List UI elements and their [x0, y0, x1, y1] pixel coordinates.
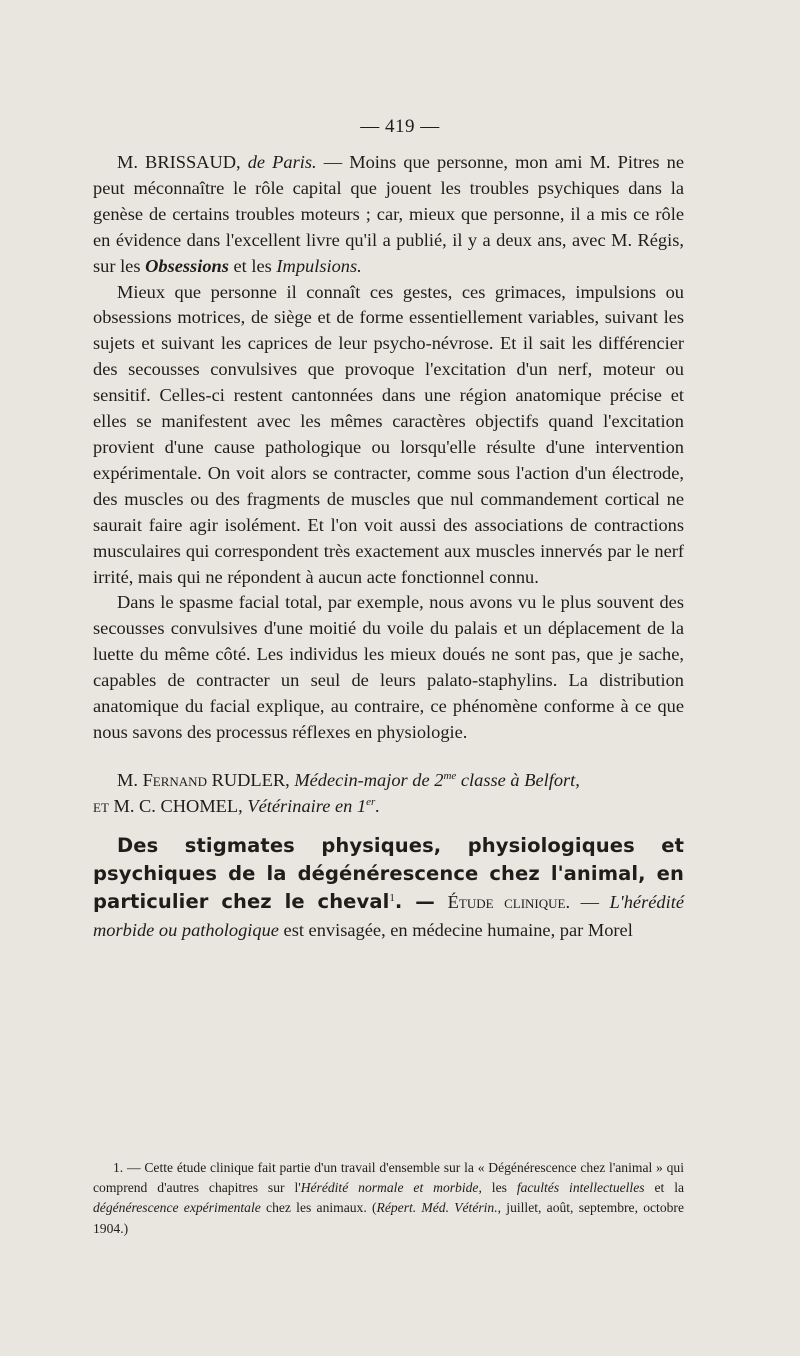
book-title-impulsions: Impulsions.	[276, 255, 362, 276]
footnote-text	[93, 1158, 684, 1239]
role-sup: er	[366, 795, 376, 808]
footnote-part: 1. — Cette étude clinique fait partie d'un travail d'ensemble sur la « Dégénérescence chez l'animal » qui comprend d'autres chapitres sur l'	[93, 1160, 684, 1196]
role-text: .	[375, 795, 380, 816]
speaker-name: M. BRISSAUD,	[117, 152, 241, 172]
author-role-chomel	[247, 796, 380, 816]
footnote-part: , les	[478, 1180, 517, 1196]
role-text: classe à Belfort,	[456, 769, 580, 790]
role-text: Vétérinaire en 1	[247, 795, 367, 816]
section-label: Étude clinique	[447, 891, 566, 912]
footnote-italic: dégénérescence expérimentale	[93, 1200, 261, 1216]
paragraph-facial-spasm: Dans le spasme facial total, par exemple, nous avons vu le plus souvent des secousses convulsives d'une moitié du voile du palais et un déplacement de la luette du même côté. Les individus les mieux doués ne sont pas, que je sache, capables de contracter un seul de leurs palato-staphylins. La distribution anatomique du facial explique, au contraire, ce phénomène conforme à ce que nous savons des processus réflexes en physiologie.	[93, 592, 684, 742]
authors-line	[93, 768, 684, 820]
article-paragraph	[93, 832, 684, 944]
speaker-origin: de Paris.	[247, 152, 317, 172]
footnote-marker[interactable]: 1	[389, 891, 395, 904]
paragraph-text: — Moins que personne, mon ami M. Pitres ne peut méconnaître le rôle capital que jouent les troubles psychiques dans la genèse de certains troubles moteurs ; car, mieux que personne, il a mis ce rôle en évidence dans l'excellent livre qu'il a publié, il y a deux ans, avec M. Régis, sur les	[93, 152, 684, 276]
footnote-italic: Hérédité normale et morbide	[300, 1180, 479, 1196]
page-number: — 419 —	[360, 116, 440, 137]
paragraph-gestures: Mieux que personne il connaît ces gestes, ces grimaces, impulsions ou obsessions motrices, de siège et de forme essentiellement variables, suivant les sujets et suivant les caprices de leur psycho-névrose. Et il sait les différencier des secousses convulsives que provoque l'excitation d'un nerf, moteur ou sensitif. Celles-ci restent cantonnées dans une région anatomique précise et elles se manifestent avec les mêmes caractères objectifs quand l'excitation provient d'une cause pathologique ou lorsqu'elle résulte d'une intervention expérimentale. On voit alors se contracter, comme sous l'action d'un électrode, des muscles ou des fragments de muscles que nul commandement cortical ne saurait faire agir isolément. Et l'on voit aussi des associations de contractions musculaires qui correspondent très exactement aux muscles innervés par le nerf irrité, mais qui ne répondent à aucun acte fonctionnel connu.	[93, 281, 684, 587]
footnote-part: , juillet, août, septembre, octobre 1904.)	[93, 1200, 684, 1236]
conjunction-et: et	[93, 795, 109, 816]
footnote-citation: Répert. Méd. Vétérin.	[376, 1200, 498, 1216]
article-title: Des stigmates physiques, physiologiques et psychiques de la dégénérescence chez l'animal, en particulier chez le cheval	[93, 833, 684, 913]
footnote-part: chez les animaux. (	[260, 1200, 377, 1216]
role-sup: me	[443, 769, 457, 782]
footnote-italic: facultés intellectuelles	[516, 1180, 645, 1196]
body-text	[93, 150, 684, 944]
paragraph-text: et les	[228, 255, 277, 276]
author-role-rudler	[294, 770, 580, 790]
separator: . —	[565, 891, 610, 912]
author-first-name: Fernand	[142, 769, 207, 790]
separator: . —	[394, 889, 448, 913]
author-prefix: M.	[117, 769, 143, 790]
role-text: Médecin-major de 2	[294, 769, 444, 790]
section-subtitle: L'hérédité morbide ou pathologique	[93, 891, 684, 940]
author-chomel: M. C. CHOMEL,	[108, 795, 248, 816]
footnote	[93, 1158, 684, 1239]
footnote-part: et la	[644, 1180, 685, 1196]
paragraph-brissaud	[93, 150, 684, 280]
paragraph-text: est envisagée, en médecine humaine, par Morel	[278, 919, 633, 940]
author-rudler: RUDLER,	[206, 769, 295, 790]
book-title-obsessions: Obsessions	[145, 255, 229, 276]
